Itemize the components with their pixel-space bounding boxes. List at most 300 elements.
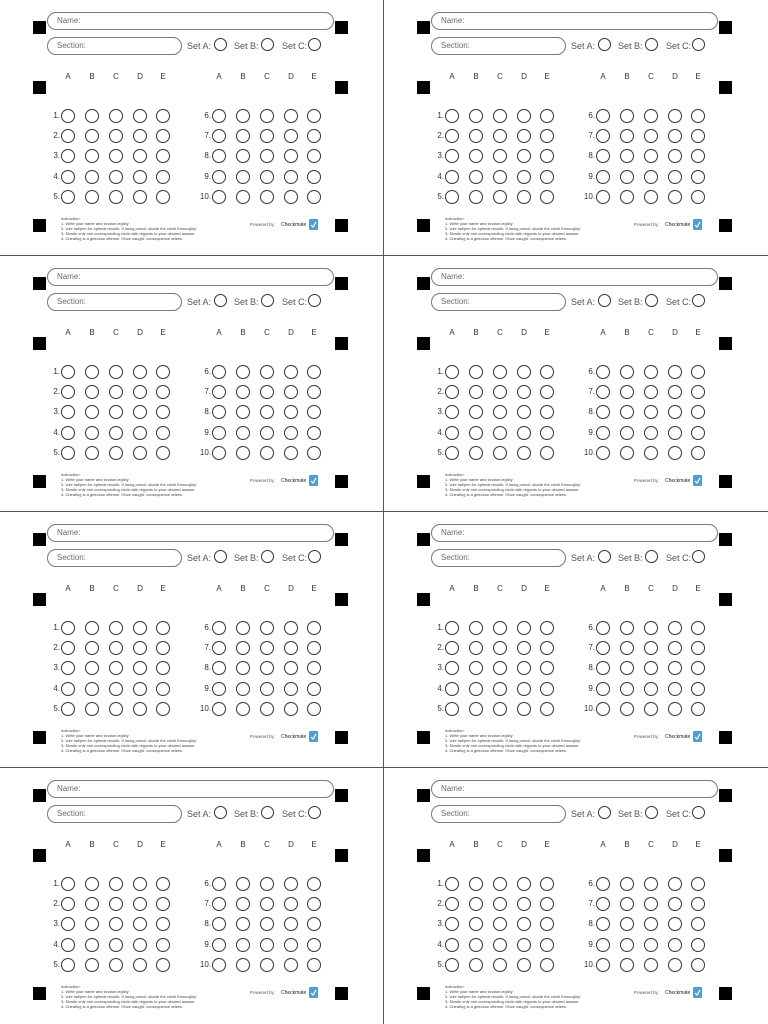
answer-bubble-a[interactable] (61, 958, 75, 972)
section-field[interactable] (431, 805, 566, 823)
answer-bubble-d[interactable] (517, 129, 531, 143)
answer-bubble-b[interactable] (620, 661, 634, 675)
answer-bubble-d[interactable] (668, 621, 682, 635)
answer-bubble-e[interactable] (156, 170, 170, 184)
answer-bubble-d[interactable] (284, 897, 298, 911)
answer-bubble-b[interactable] (236, 405, 250, 419)
answer-bubble-d[interactable] (668, 426, 682, 440)
answer-bubble-d[interactable] (133, 170, 147, 184)
set-a-bubble[interactable] (598, 294, 611, 307)
answer-bubble-c[interactable] (109, 365, 123, 379)
answer-bubble-d[interactable] (284, 149, 298, 163)
answer-bubble-d[interactable] (668, 897, 682, 911)
answer-bubble-c[interactable] (109, 958, 123, 972)
answer-bubble-d[interactable] (284, 129, 298, 143)
answer-bubble-e[interactable] (307, 405, 321, 419)
answer-bubble-d[interactable] (133, 661, 147, 675)
answer-bubble-b[interactable] (469, 405, 483, 419)
answer-bubble-a[interactable] (61, 682, 75, 696)
answer-bubble-a[interactable] (61, 641, 75, 655)
answer-bubble-a[interactable] (61, 661, 75, 675)
answer-bubble-d[interactable] (517, 149, 531, 163)
answer-bubble-a[interactable] (596, 170, 610, 184)
set-c-bubble[interactable] (308, 550, 321, 563)
answer-bubble-e[interactable] (307, 682, 321, 696)
answer-bubble-e[interactable] (156, 385, 170, 399)
answer-bubble-e[interactable] (540, 621, 554, 635)
answer-bubble-d[interactable] (133, 682, 147, 696)
answer-bubble-a[interactable] (445, 190, 459, 204)
answer-bubble-b[interactable] (85, 938, 99, 952)
answer-bubble-b[interactable] (236, 641, 250, 655)
answer-bubble-d[interactable] (284, 661, 298, 675)
set-c-bubble[interactable] (692, 806, 705, 819)
answer-bubble-b[interactable] (620, 621, 634, 635)
answer-bubble-d[interactable] (133, 938, 147, 952)
answer-bubble-a[interactable] (212, 170, 226, 184)
answer-bubble-b[interactable] (236, 129, 250, 143)
name-field[interactable] (431, 524, 718, 542)
answer-bubble-d[interactable] (517, 897, 531, 911)
answer-bubble-a[interactable] (61, 385, 75, 399)
answer-bubble-b[interactable] (236, 938, 250, 952)
set-b-bubble[interactable] (261, 806, 274, 819)
set-a-bubble[interactable] (214, 806, 227, 819)
answer-bubble-c[interactable] (260, 661, 274, 675)
answer-bubble-e[interactable] (307, 149, 321, 163)
answer-bubble-e[interactable] (540, 958, 554, 972)
answer-bubble-e[interactable] (307, 938, 321, 952)
answer-bubble-a[interactable] (212, 621, 226, 635)
answer-bubble-a[interactable] (596, 365, 610, 379)
answer-bubble-c[interactable] (260, 405, 274, 419)
answer-bubble-c[interactable] (260, 938, 274, 952)
answer-bubble-b[interactable] (85, 877, 99, 891)
name-field[interactable] (431, 12, 718, 30)
answer-bubble-a[interactable] (445, 917, 459, 931)
answer-bubble-a[interactable] (212, 682, 226, 696)
answer-bubble-c[interactable] (644, 129, 658, 143)
answer-bubble-e[interactable] (540, 877, 554, 891)
answer-bubble-c[interactable] (493, 365, 507, 379)
answer-bubble-e[interactable] (540, 109, 554, 123)
answer-bubble-d[interactable] (284, 190, 298, 204)
answer-bubble-d[interactable] (517, 621, 531, 635)
answer-bubble-c[interactable] (493, 385, 507, 399)
answer-bubble-d[interactable] (133, 958, 147, 972)
answer-bubble-a[interactable] (596, 641, 610, 655)
answer-bubble-a[interactable] (596, 877, 610, 891)
answer-bubble-c[interactable] (109, 897, 123, 911)
answer-bubble-b[interactable] (85, 682, 99, 696)
answer-bubble-d[interactable] (668, 149, 682, 163)
answer-bubble-d[interactable] (517, 682, 531, 696)
answer-bubble-e[interactable] (691, 129, 705, 143)
answer-bubble-d[interactable] (668, 365, 682, 379)
answer-bubble-e[interactable] (307, 426, 321, 440)
answer-bubble-b[interactable] (85, 446, 99, 460)
answer-bubble-c[interactable] (493, 621, 507, 635)
answer-bubble-a[interactable] (445, 958, 459, 972)
answer-bubble-b[interactable] (85, 958, 99, 972)
answer-bubble-c[interactable] (109, 702, 123, 716)
answer-bubble-e[interactable] (307, 129, 321, 143)
section-field[interactable] (47, 293, 182, 311)
answer-bubble-d[interactable] (668, 682, 682, 696)
answer-bubble-a[interactable] (212, 109, 226, 123)
answer-bubble-b[interactable] (469, 109, 483, 123)
answer-bubble-c[interactable] (260, 129, 274, 143)
answer-bubble-a[interactable] (445, 897, 459, 911)
answer-bubble-d[interactable] (133, 365, 147, 379)
answer-bubble-a[interactable] (61, 109, 75, 123)
answer-bubble-e[interactable] (156, 958, 170, 972)
answer-bubble-e[interactable] (691, 682, 705, 696)
answer-bubble-d[interactable] (133, 190, 147, 204)
answer-bubble-d[interactable] (284, 938, 298, 952)
answer-bubble-d[interactable] (133, 129, 147, 143)
answer-bubble-d[interactable] (668, 385, 682, 399)
answer-bubble-a[interactable] (445, 149, 459, 163)
answer-bubble-b[interactable] (85, 405, 99, 419)
set-c-bubble[interactable] (692, 38, 705, 51)
answer-bubble-b[interactable] (85, 190, 99, 204)
answer-bubble-d[interactable] (517, 170, 531, 184)
answer-bubble-e[interactable] (540, 897, 554, 911)
answer-bubble-a[interactable] (61, 897, 75, 911)
answer-bubble-c[interactable] (109, 109, 123, 123)
answer-bubble-e[interactable] (691, 702, 705, 716)
answer-bubble-a[interactable] (212, 958, 226, 972)
answer-bubble-c[interactable] (109, 170, 123, 184)
answer-bubble-c[interactable] (260, 641, 274, 655)
answer-bubble-d[interactable] (284, 170, 298, 184)
set-b-bubble[interactable] (261, 550, 274, 563)
answer-bubble-e[interactable] (307, 877, 321, 891)
answer-bubble-b[interactable] (469, 958, 483, 972)
answer-bubble-a[interactable] (445, 661, 459, 675)
answer-bubble-c[interactable] (493, 897, 507, 911)
answer-bubble-d[interactable] (668, 702, 682, 716)
answer-bubble-b[interactable] (620, 702, 634, 716)
answer-bubble-e[interactable] (540, 702, 554, 716)
answer-bubble-e[interactable] (156, 149, 170, 163)
answer-bubble-a[interactable] (445, 109, 459, 123)
answer-bubble-c[interactable] (493, 109, 507, 123)
answer-bubble-e[interactable] (540, 938, 554, 952)
answer-bubble-c[interactable] (260, 917, 274, 931)
answer-bubble-d[interactable] (517, 917, 531, 931)
name-field[interactable] (431, 780, 718, 798)
answer-bubble-b[interactable] (469, 702, 483, 716)
answer-bubble-c[interactable] (493, 641, 507, 655)
answer-bubble-b[interactable] (85, 149, 99, 163)
answer-bubble-a[interactable] (596, 938, 610, 952)
answer-bubble-b[interactable] (236, 190, 250, 204)
answer-bubble-c[interactable] (493, 446, 507, 460)
answer-bubble-d[interactable] (668, 109, 682, 123)
answer-bubble-d[interactable] (517, 938, 531, 952)
answer-bubble-b[interactable] (236, 385, 250, 399)
section-field[interactable] (431, 37, 566, 55)
answer-bubble-a[interactable] (596, 385, 610, 399)
answer-bubble-e[interactable] (156, 446, 170, 460)
answer-bubble-d[interactable] (517, 190, 531, 204)
answer-bubble-b[interactable] (469, 190, 483, 204)
answer-bubble-a[interactable] (445, 446, 459, 460)
answer-bubble-e[interactable] (691, 405, 705, 419)
answer-bubble-e[interactable] (691, 661, 705, 675)
answer-bubble-a[interactable] (212, 877, 226, 891)
answer-bubble-c[interactable] (644, 917, 658, 931)
answer-bubble-a[interactable] (61, 149, 75, 163)
answer-bubble-b[interactable] (469, 170, 483, 184)
answer-bubble-d[interactable] (133, 702, 147, 716)
answer-bubble-e[interactable] (691, 426, 705, 440)
answer-bubble-e[interactable] (691, 897, 705, 911)
answer-bubble-e[interactable] (307, 385, 321, 399)
answer-bubble-d[interactable] (517, 702, 531, 716)
answer-bubble-d[interactable] (133, 109, 147, 123)
answer-bubble-c[interactable] (493, 129, 507, 143)
answer-bubble-a[interactable] (445, 129, 459, 143)
answer-bubble-d[interactable] (668, 938, 682, 952)
answer-bubble-b[interactable] (85, 897, 99, 911)
answer-bubble-e[interactable] (307, 897, 321, 911)
answer-bubble-e[interactable] (307, 661, 321, 675)
answer-bubble-c[interactable] (644, 877, 658, 891)
answer-bubble-c[interactable] (109, 149, 123, 163)
answer-bubble-b[interactable] (236, 621, 250, 635)
answer-bubble-c[interactable] (260, 426, 274, 440)
answer-bubble-c[interactable] (644, 641, 658, 655)
answer-bubble-c[interactable] (644, 446, 658, 460)
answer-bubble-b[interactable] (85, 365, 99, 379)
answer-bubble-e[interactable] (156, 938, 170, 952)
answer-bubble-e[interactable] (691, 958, 705, 972)
answer-bubble-c[interactable] (109, 661, 123, 675)
answer-bubble-b[interactable] (236, 365, 250, 379)
answer-bubble-b[interactable] (469, 446, 483, 460)
answer-bubble-e[interactable] (156, 661, 170, 675)
answer-bubble-e[interactable] (691, 877, 705, 891)
answer-bubble-d[interactable] (133, 446, 147, 460)
answer-bubble-b[interactable] (236, 446, 250, 460)
answer-bubble-a[interactable] (596, 405, 610, 419)
answer-bubble-b[interactable] (236, 109, 250, 123)
answer-bubble-e[interactable] (307, 109, 321, 123)
name-field[interactable] (47, 268, 334, 286)
answer-bubble-a[interactable] (596, 426, 610, 440)
set-a-bubble[interactable] (598, 550, 611, 563)
answer-bubble-c[interactable] (644, 385, 658, 399)
answer-bubble-c[interactable] (493, 958, 507, 972)
answer-bubble-d[interactable] (284, 446, 298, 460)
answer-bubble-c[interactable] (493, 149, 507, 163)
answer-bubble-c[interactable] (644, 661, 658, 675)
answer-bubble-d[interactable] (133, 149, 147, 163)
answer-bubble-d[interactable] (517, 109, 531, 123)
answer-bubble-e[interactable] (156, 190, 170, 204)
answer-bubble-a[interactable] (212, 917, 226, 931)
answer-bubble-d[interactable] (517, 641, 531, 655)
answer-bubble-d[interactable] (517, 958, 531, 972)
answer-bubble-d[interactable] (517, 385, 531, 399)
answer-bubble-c[interactable] (493, 426, 507, 440)
answer-bubble-c[interactable] (109, 446, 123, 460)
answer-bubble-a[interactable] (61, 405, 75, 419)
answer-bubble-e[interactable] (156, 109, 170, 123)
answer-bubble-d[interactable] (284, 877, 298, 891)
answer-bubble-b[interactable] (469, 385, 483, 399)
answer-bubble-c[interactable] (260, 190, 274, 204)
answer-bubble-d[interactable] (668, 877, 682, 891)
answer-bubble-a[interactable] (445, 621, 459, 635)
answer-bubble-d[interactable] (517, 661, 531, 675)
answer-bubble-b[interactable] (236, 661, 250, 675)
answer-bubble-a[interactable] (445, 682, 459, 696)
answer-bubble-e[interactable] (691, 917, 705, 931)
answer-bubble-a[interactable] (212, 897, 226, 911)
answer-bubble-a[interactable] (596, 897, 610, 911)
answer-bubble-e[interactable] (540, 149, 554, 163)
answer-bubble-a[interactable] (212, 149, 226, 163)
answer-bubble-b[interactable] (85, 170, 99, 184)
answer-bubble-d[interactable] (517, 405, 531, 419)
answer-bubble-e[interactable] (540, 365, 554, 379)
answer-bubble-e[interactable] (691, 170, 705, 184)
set-c-bubble[interactable] (692, 294, 705, 307)
answer-bubble-a[interactable] (212, 641, 226, 655)
answer-bubble-d[interactable] (133, 426, 147, 440)
answer-bubble-a[interactable] (445, 877, 459, 891)
answer-bubble-c[interactable] (493, 702, 507, 716)
answer-bubble-e[interactable] (540, 446, 554, 460)
answer-bubble-b[interactable] (85, 661, 99, 675)
set-c-bubble[interactable] (692, 550, 705, 563)
answer-bubble-a[interactable] (61, 129, 75, 143)
answer-bubble-e[interactable] (156, 702, 170, 716)
section-field[interactable] (47, 549, 182, 567)
answer-bubble-c[interactable] (260, 877, 274, 891)
answer-bubble-a[interactable] (212, 938, 226, 952)
answer-bubble-b[interactable] (469, 426, 483, 440)
answer-bubble-a[interactable] (596, 129, 610, 143)
answer-bubble-d[interactable] (284, 365, 298, 379)
name-field[interactable] (47, 12, 334, 30)
answer-bubble-e[interactable] (691, 190, 705, 204)
answer-bubble-d[interactable] (517, 877, 531, 891)
answer-bubble-c[interactable] (493, 877, 507, 891)
answer-bubble-c[interactable] (493, 917, 507, 931)
answer-bubble-c[interactable] (493, 682, 507, 696)
answer-bubble-e[interactable] (540, 129, 554, 143)
answer-bubble-b[interactable] (469, 365, 483, 379)
answer-bubble-c[interactable] (260, 958, 274, 972)
set-b-bubble[interactable] (645, 806, 658, 819)
answer-bubble-c[interactable] (644, 702, 658, 716)
answer-bubble-c[interactable] (644, 190, 658, 204)
answer-bubble-c[interactable] (109, 641, 123, 655)
answer-bubble-e[interactable] (691, 446, 705, 460)
answer-bubble-b[interactable] (620, 190, 634, 204)
answer-bubble-a[interactable] (61, 426, 75, 440)
answer-bubble-a[interactable] (212, 405, 226, 419)
answer-bubble-a[interactable] (61, 938, 75, 952)
answer-bubble-c[interactable] (260, 621, 274, 635)
answer-bubble-b[interactable] (469, 641, 483, 655)
answer-bubble-b[interactable] (469, 897, 483, 911)
answer-bubble-b[interactable] (469, 621, 483, 635)
answer-bubble-c[interactable] (644, 365, 658, 379)
answer-bubble-c[interactable] (644, 405, 658, 419)
answer-bubble-a[interactable] (596, 621, 610, 635)
answer-bubble-d[interactable] (133, 877, 147, 891)
answer-bubble-c[interactable] (644, 958, 658, 972)
answer-bubble-e[interactable] (540, 170, 554, 184)
answer-bubble-e[interactable] (156, 426, 170, 440)
answer-bubble-d[interactable] (133, 385, 147, 399)
answer-bubble-c[interactable] (109, 621, 123, 635)
section-field[interactable] (431, 293, 566, 311)
answer-bubble-d[interactable] (668, 446, 682, 460)
answer-bubble-a[interactable] (445, 365, 459, 379)
answer-bubble-c[interactable] (109, 938, 123, 952)
answer-bubble-b[interactable] (620, 129, 634, 143)
answer-bubble-c[interactable] (260, 682, 274, 696)
answer-bubble-d[interactable] (133, 641, 147, 655)
set-c-bubble[interactable] (308, 806, 321, 819)
answer-bubble-b[interactable] (85, 702, 99, 716)
answer-bubble-c[interactable] (260, 446, 274, 460)
answer-bubble-e[interactable] (307, 446, 321, 460)
answer-bubble-d[interactable] (133, 897, 147, 911)
set-a-bubble[interactable] (598, 38, 611, 51)
answer-bubble-e[interactable] (691, 149, 705, 163)
answer-bubble-a[interactable] (596, 702, 610, 716)
answer-bubble-b[interactable] (236, 702, 250, 716)
set-c-bubble[interactable] (308, 294, 321, 307)
answer-bubble-a[interactable] (212, 446, 226, 460)
answer-bubble-d[interactable] (668, 190, 682, 204)
answer-bubble-e[interactable] (540, 641, 554, 655)
answer-bubble-a[interactable] (212, 129, 226, 143)
answer-bubble-b[interactable] (620, 170, 634, 184)
answer-bubble-b[interactable] (85, 917, 99, 931)
answer-bubble-e[interactable] (156, 897, 170, 911)
set-b-bubble[interactable] (261, 38, 274, 51)
answer-bubble-e[interactable] (307, 365, 321, 379)
answer-bubble-c[interactable] (260, 702, 274, 716)
set-a-bubble[interactable] (214, 550, 227, 563)
answer-bubble-d[interactable] (668, 405, 682, 419)
answer-bubble-d[interactable] (284, 405, 298, 419)
answer-bubble-c[interactable] (260, 109, 274, 123)
answer-bubble-c[interactable] (493, 170, 507, 184)
answer-bubble-e[interactable] (156, 621, 170, 635)
answer-bubble-b[interactable] (620, 426, 634, 440)
answer-bubble-b[interactable] (85, 385, 99, 399)
answer-bubble-b[interactable] (620, 877, 634, 891)
name-field[interactable] (431, 268, 718, 286)
answer-bubble-a[interactable] (596, 190, 610, 204)
answer-bubble-d[interactable] (133, 405, 147, 419)
answer-bubble-e[interactable] (307, 190, 321, 204)
answer-bubble-c[interactable] (109, 426, 123, 440)
answer-bubble-b[interactable] (236, 170, 250, 184)
answer-bubble-d[interactable] (668, 661, 682, 675)
answer-bubble-d[interactable] (668, 170, 682, 184)
